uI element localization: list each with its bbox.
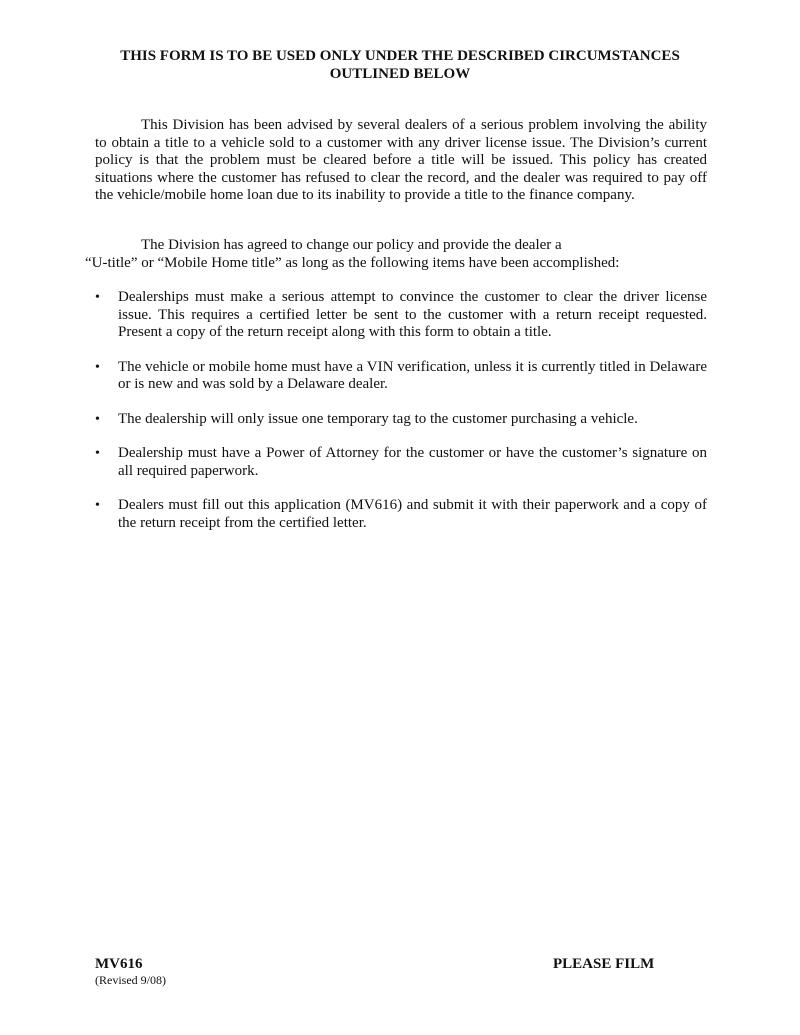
- list-item-text: The vehicle or mobile home must have a VIN verification, unless it is currently titled in Delaware or is new and was sold by a Delaware dealer.: [118, 358, 707, 392]
- bullet-icon: •: [95, 359, 100, 375]
- bullet-icon: •: [95, 446, 100, 461]
- list-item-text: Dealership must have a Power of Attorney for the customer or have the customer’s signature on all required paperwork.: [118, 445, 707, 479]
- bullet-icon: •: [95, 290, 100, 305]
- intro-paragraph: This Division has been advised by several dealers of a serious problem involving the ability to obtain a title to a vehicle sold to a customer with any driver license issue. The Division’s current policy is that the problem must be cleared before a title will be issued. This policy has created situations where the customer has refused to clear the record, and the dealer was required to pay off the vehicle/mobile home loan due to its inability to provide a title to the finance company.: [95, 117, 707, 203]
- heading-line-2: OUTLINED BELOW: [329, 66, 471, 82]
- revision-date: (Revised 9/08): [95, 973, 166, 987]
- bullet-icon: •: [95, 411, 100, 427]
- page-heading: [60, 47, 740, 83]
- list-item-text: The dealership will only issue one temporary tag to the customer purchasing a vehicle.: [118, 410, 638, 427]
- heading-line-1: THIS FORM IS TO BE USED ONLY UNDER THE DESCRIBED CIRCUMSTANCES: [120, 48, 680, 64]
- list-item-text: Dealers must fill out this application (MV616) and submit it with their paperwork and a copy of the return receipt from the certified letter.: [118, 497, 707, 531]
- policy-change-line-1: The Division has agreed to change our policy and provide the dealer a: [141, 237, 562, 253]
- list-item: [95, 411, 707, 429]
- list-item: [95, 359, 707, 394]
- list-item: [95, 445, 707, 480]
- requirements-list: [95, 289, 707, 549]
- list-item-text: Dealerships must make a serious attempt to convince the customer to clear the driver license issue. This requires a certified letter be sent to the customer with a return receipt requested. Present a copy of the return receipt along with this form to obtain a title.: [118, 289, 707, 340]
- form-number: MV616: [95, 956, 143, 972]
- list-item: [95, 289, 707, 342]
- policy-change-paragraph: [85, 237, 707, 272]
- bullet-icon: •: [95, 498, 100, 513]
- policy-change-line-2: “U-title” or “Mobile Home title” as long as the following items have been accomplished:: [85, 254, 620, 271]
- list-item: [95, 497, 707, 532]
- please-film-note: PLEASE FILM: [553, 956, 655, 972]
